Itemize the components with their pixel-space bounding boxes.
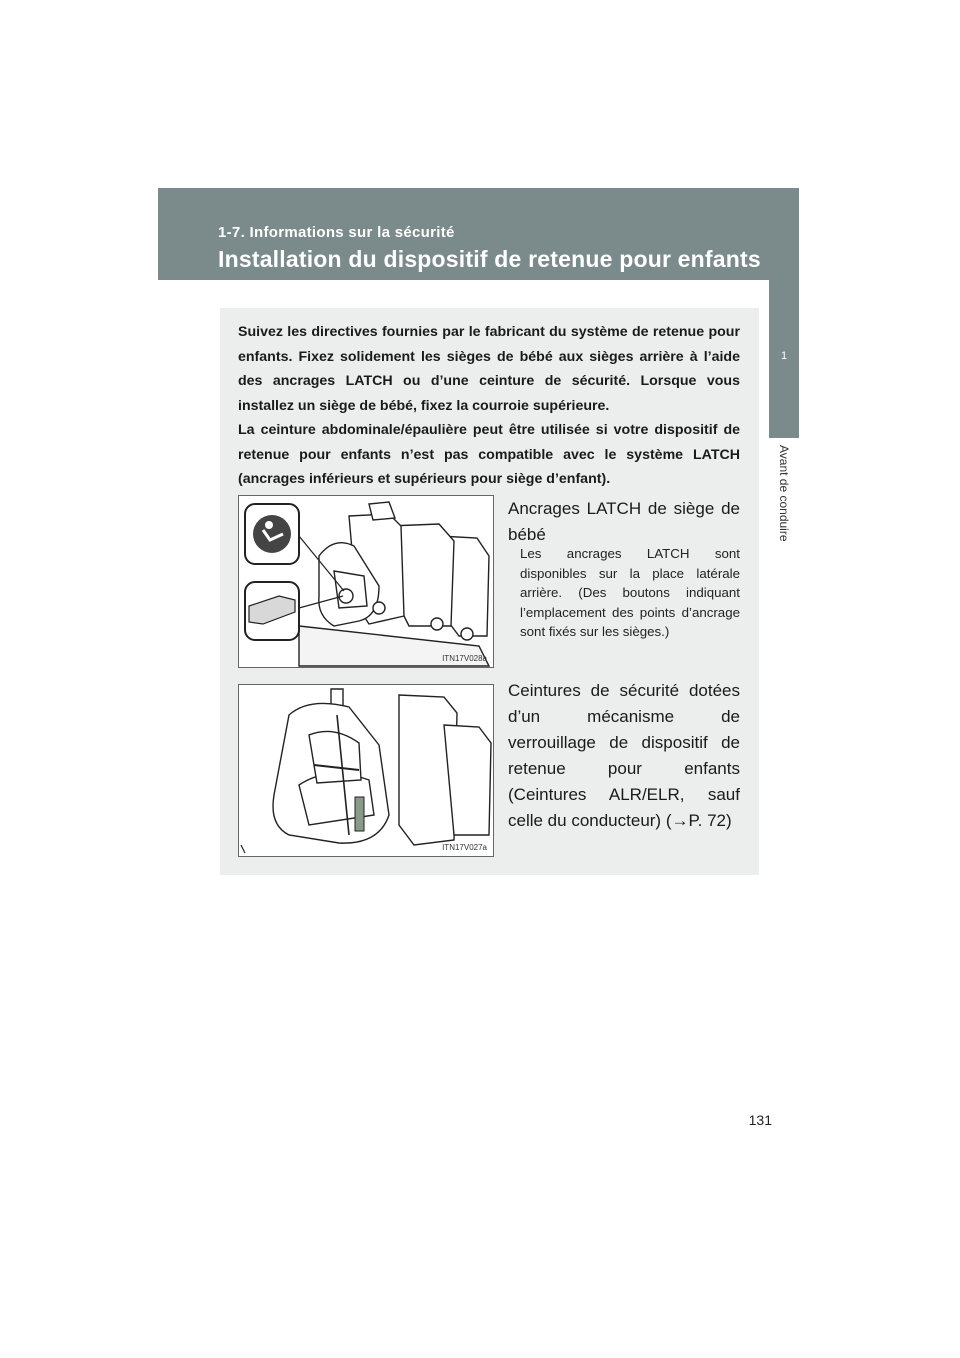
- figure-code: ITN17V027a: [442, 843, 487, 852]
- child-seat-icon: [253, 515, 291, 553]
- section-label: 1-7. Informations sur la sécurité: [218, 224, 455, 241]
- chapter-header: [158, 188, 799, 280]
- latch-anchors-description: Les ancrages LATCH sont disponibles sur la place latérale arrière. (Des boutons indiquant l’emplacement des points d’ancrage sont fixés sur les sièges.): [520, 546, 740, 639]
- belt-seat-drawing: [239, 685, 493, 856]
- figure-code: ITN17V028a: [442, 654, 487, 663]
- intro-text: [238, 320, 740, 492]
- seatbelt-lock-illustration: [238, 684, 494, 857]
- intro-paragraph-1: Suivez les directives fournies par le fabricant du système de retenue pour enfants. Fixez solidement les sièges de bébé aux sièges arrière à l’aide des ancrages LATCH ou d’une ceinture de sécurité. Lorsque vous installez un siège de bébé, fixez la courroie supérieure.: [238, 324, 740, 414]
- latch-anchors-title: Ancrages LATCH de siège de bébé: [508, 499, 740, 544]
- page-number: 131: [748, 1112, 772, 1128]
- chapter-number: 1: [780, 350, 788, 362]
- intro-paragraph-2: La ceinture abdominale/épaulière peut être utilisée si votre dispositif de retenue pour enfants n’est pas compatible avec le système LATCH (ancrages inférieurs et supérieurs pour siège d’enfant).: [238, 422, 740, 487]
- chapter-side-tab[interactable]: [769, 280, 799, 438]
- latch-anchor-illustration: [238, 495, 494, 668]
- chapter-side-label: Avant de conduire: [777, 445, 791, 542]
- page-title: Installation du dispositif de retenue pour enfants: [218, 246, 761, 272]
- latch-seat-drawing: [239, 496, 493, 667]
- content-box: [220, 308, 759, 875]
- belt-buckle-icon: [355, 797, 364, 831]
- locking-seatbelt-title: Ceintures de sécurité dotées d’un mécanisme de verrouillage de dispositif de retenue pour enfants (Ceintures ALR/ELR, sauf celle du conducteur) (→P. 72): [508, 681, 740, 830]
